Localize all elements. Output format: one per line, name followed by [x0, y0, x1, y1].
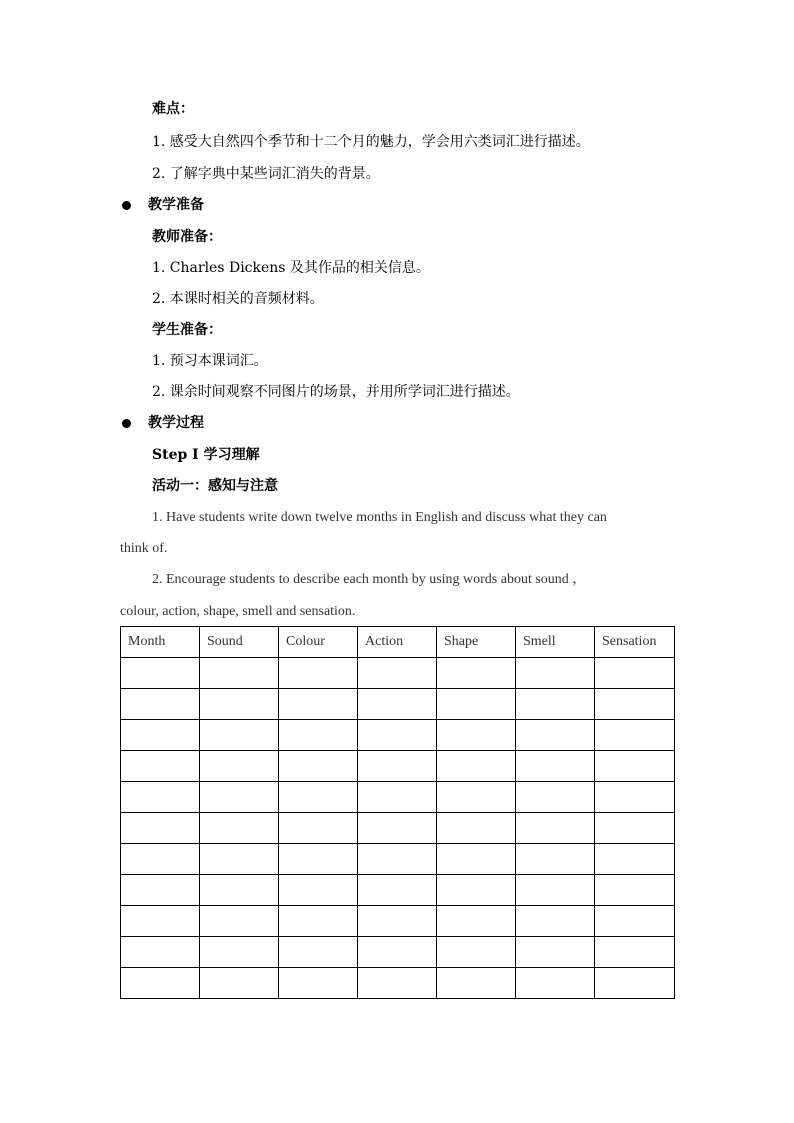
table-cell: [437, 875, 516, 906]
table-cell: [200, 968, 279, 999]
bullet-icon: [122, 419, 131, 428]
step-heading: Step I 学习理解: [152, 447, 260, 463]
table-row: [121, 906, 675, 937]
table-cell: [279, 968, 358, 999]
teacher-prep-heading: 教师准备：: [152, 229, 222, 245]
table-cell: [516, 844, 595, 875]
paragraph-2-line-2: colour, action, shape, smell and sensation.: [120, 604, 356, 619]
table-cell: [121, 720, 200, 751]
table-cell: [121, 968, 200, 999]
process-heading: 教学过程: [148, 415, 204, 431]
table-cell: [358, 782, 437, 813]
table-cell: [358, 658, 437, 689]
student-prep-heading: 学生准备：: [152, 322, 222, 338]
table-cell: [595, 813, 675, 844]
difficulties-heading: 难点：: [152, 101, 194, 117]
column-header-shape: Shape: [437, 627, 516, 658]
table-row: [121, 658, 675, 689]
table-cell: [358, 813, 437, 844]
table-cell: [516, 937, 595, 968]
table-cell: [358, 906, 437, 937]
table-row: [121, 751, 675, 782]
table-cell: [516, 689, 595, 720]
table-cell: [279, 906, 358, 937]
table-cell: [279, 751, 358, 782]
preparation-heading: 教学准备: [148, 197, 204, 213]
column-header-smell: Smell: [516, 627, 595, 658]
teacher-prep-item: 2. 本课时相关的音频材料。: [152, 291, 324, 307]
table-cell: [200, 689, 279, 720]
table-cell: [595, 906, 675, 937]
table-row: [121, 689, 675, 720]
table-cell: [279, 813, 358, 844]
table-cell: [437, 968, 516, 999]
table-cell: [516, 751, 595, 782]
table-cell: [279, 782, 358, 813]
table-cell: [595, 782, 675, 813]
table-row: [121, 968, 675, 999]
table-cell: [358, 937, 437, 968]
student-prep-item: 2. 课余时间观察不同图片的场景，并用所学词汇进行描述。: [152, 384, 520, 400]
table-cell: [595, 875, 675, 906]
table-row: [121, 844, 675, 875]
table-cell: [121, 844, 200, 875]
paragraph-2-line-1: 2. Encourage students to describe each month by using words about sound ，: [152, 572, 587, 587]
table-cell: [279, 875, 358, 906]
table-cell: [200, 751, 279, 782]
table-cell: [200, 658, 279, 689]
table-cell: [279, 844, 358, 875]
column-header-colour: Colour: [279, 627, 358, 658]
table-cell: [200, 875, 279, 906]
table-cell: [516, 658, 595, 689]
table-cell: [437, 906, 516, 937]
table-cell: [121, 937, 200, 968]
bullet-icon: [122, 201, 131, 210]
table-cell: [121, 906, 200, 937]
table-row: [121, 937, 675, 968]
student-prep-item: 1. 预习本课词汇。: [152, 353, 268, 369]
table-cell: [516, 968, 595, 999]
table-cell: [279, 937, 358, 968]
column-header-sensation: Sensation: [595, 627, 675, 658]
table-body: [121, 658, 675, 999]
table-cell: [516, 906, 595, 937]
table-cell: [200, 782, 279, 813]
table-cell: [200, 844, 279, 875]
table-cell: [437, 751, 516, 782]
table-cell: [516, 720, 595, 751]
table-cell: [358, 689, 437, 720]
table-cell: [200, 906, 279, 937]
paragraph-1-line-2: think of.: [120, 541, 168, 556]
table-cell: [595, 751, 675, 782]
table-cell: [121, 875, 200, 906]
table-cell: [200, 937, 279, 968]
table-cell: [437, 658, 516, 689]
table-row: [121, 875, 675, 906]
table-cell: [595, 937, 675, 968]
table-cell: [358, 720, 437, 751]
table-cell: [279, 720, 358, 751]
table-cell: [595, 720, 675, 751]
table-cell: [200, 720, 279, 751]
table-cell: [516, 782, 595, 813]
table-cell: [437, 720, 516, 751]
difficulty-item: 1. 感受大自然四个季节和十二个月的魅力，学会用六类词汇进行描述。: [152, 134, 590, 150]
table-cell: [121, 751, 200, 782]
table-cell: [358, 968, 437, 999]
table-cell: [279, 689, 358, 720]
table-cell: [595, 658, 675, 689]
table-cell: [516, 875, 595, 906]
table-cell: [121, 658, 200, 689]
teacher-prep-item: 1. Charles Dickens 及其作品的相关信息。: [152, 260, 430, 276]
column-header-action: Action: [358, 627, 437, 658]
table-cell: [200, 813, 279, 844]
table-cell: [358, 751, 437, 782]
table-cell: [516, 813, 595, 844]
table-header-row: [121, 627, 675, 658]
table-cell: [358, 875, 437, 906]
table-cell: [279, 658, 358, 689]
table-cell: [358, 844, 437, 875]
column-header-month: Month: [121, 627, 200, 658]
table-cell: [595, 844, 675, 875]
table-cell: [437, 813, 516, 844]
table-cell: [121, 782, 200, 813]
table-cell: [437, 689, 516, 720]
activity-heading: 活动一：感知与注意: [152, 478, 278, 494]
table-row: [121, 720, 675, 751]
table-row: [121, 782, 675, 813]
table-cell: [595, 968, 675, 999]
table-cell: [437, 782, 516, 813]
table-cell: [437, 844, 516, 875]
paragraph-1-line-1: 1. Have students write down twelve months in English and discuss what they can: [152, 510, 607, 525]
table-cell: [437, 937, 516, 968]
table-cell: [121, 689, 200, 720]
table-row: [121, 813, 675, 844]
month-description-table: [120, 626, 675, 999]
difficulty-item: 2. 了解字典中某些词汇消失的背景。: [152, 166, 380, 182]
column-header-sound: Sound: [200, 627, 279, 658]
table-cell: [121, 813, 200, 844]
table-cell: [595, 689, 675, 720]
